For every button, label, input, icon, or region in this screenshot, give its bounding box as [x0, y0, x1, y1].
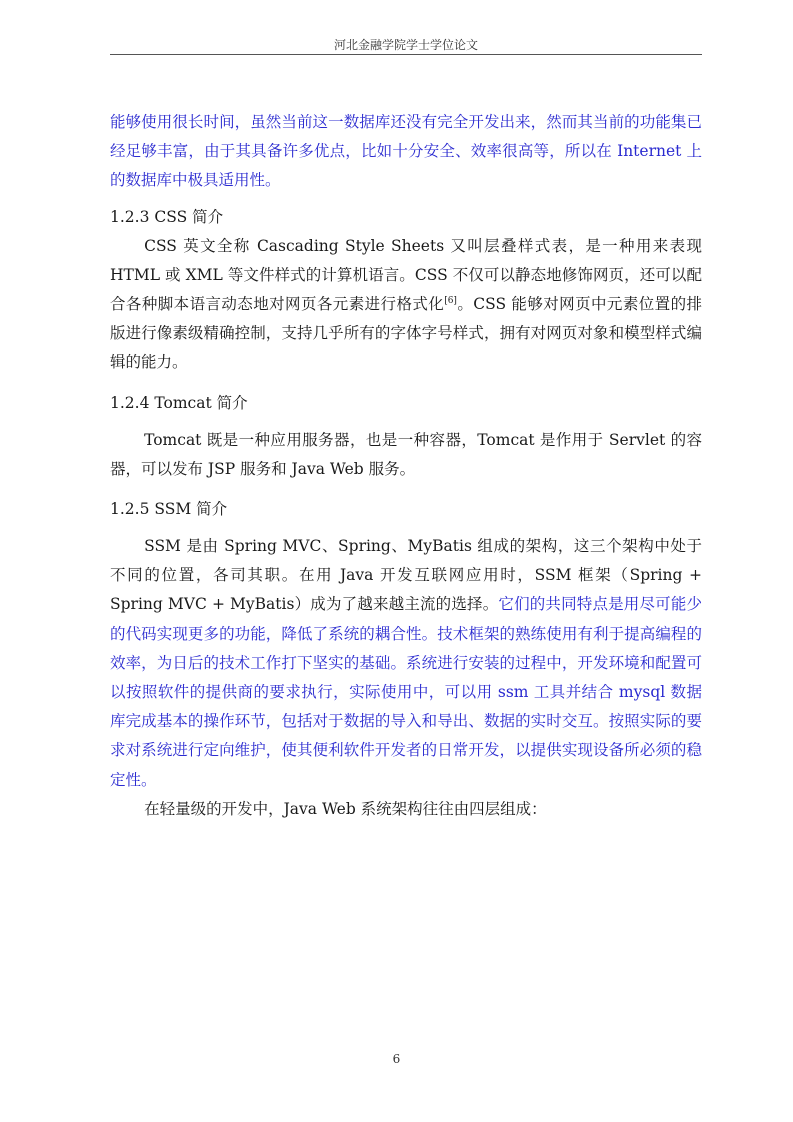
- header-rule: [110, 54, 702, 55]
- document-body: [110, 108, 702, 824]
- intro-paragraph: 能够使用很长时间，虽然当前这一数据库还没有完全开发出来，然而其当前的功能集已经足够丰富，由于其具备许多优点，比如十分安全、效率很高等，所以在 Internet 上的数据库中极具适用性。: [110, 113, 702, 190]
- page-header: 河北金融学院学士学位论文: [333, 38, 478, 52]
- css-text-part-2: 。CSS 能够对网页中元素位置的排版进行像素级精确控制，支持几乎所有的字体字号样式，拥有对网页对象和模型样式编辑的能力。: [110, 295, 702, 372]
- citation-ref: [6]: [444, 295, 457, 306]
- ssm-text-blue: 它们的共同特点是用尽可能少的代码实现更多的功能，降低了系统的耦合性。技术框架的熟练使用有利于提高编程的效率，为日后的技术工作打下坚实的基础。系统进行安装的过程中，开发环境和配置可以按照软件的提供商的要求执行，实际使用中，可以用 ssm 工具并结合 mysql 数据库完成基本的操作环节，包括对于数据的导入和导出、数据的实时交互。按照实际的要求对系统进行定向维护，使其便利软件开发者的日常开发，以提供实现设备所必须的稳定性。: [110, 595, 702, 789]
- architecture-intro-paragraph: 在轻量级的开发中，Java Web 系统架构往往由四层组成：: [144, 799, 547, 818]
- section-heading-tomcat: 1.2.4 Tomcat 简介: [110, 393, 248, 412]
- page-number: 6: [392, 1052, 401, 1066]
- tomcat-paragraph: Tomcat 既是一种应用服务器，也是一种容器，Tomcat 是作用于 Servlet 的容器，可以发布 JSP 服务和 Java Web 服务。: [110, 430, 702, 478]
- ssm-paragraph: [110, 532, 702, 795]
- section-heading-css: 1.2.3 CSS 简介: [110, 207, 224, 226]
- section-heading-ssm: 1.2.5 SSM 简介: [110, 500, 228, 519]
- css-text-part-1: CSS 英文全称 Cascading Style Sheets 又叫层叠样式表，是一种用来表现 HTML 或 XML 等文件样式的计算机语言。CSS 不仅可以静态地修饰网页，还可以配合各种脚本语言动态地对网页各元素进行格式化: [110, 236, 702, 314]
- ssm-text-black: SSM 是由 Spring MVC、Spring、MyBatis 组成的架构，这三个架构中处于不同的位置，各司其职。在用 Java 开发互联网应用时，SSM 框架（Spring + Spring MVC + MyBatis）成为了越来越主流的选择。: [110, 537, 702, 614]
- css-paragraph: [110, 232, 702, 378]
